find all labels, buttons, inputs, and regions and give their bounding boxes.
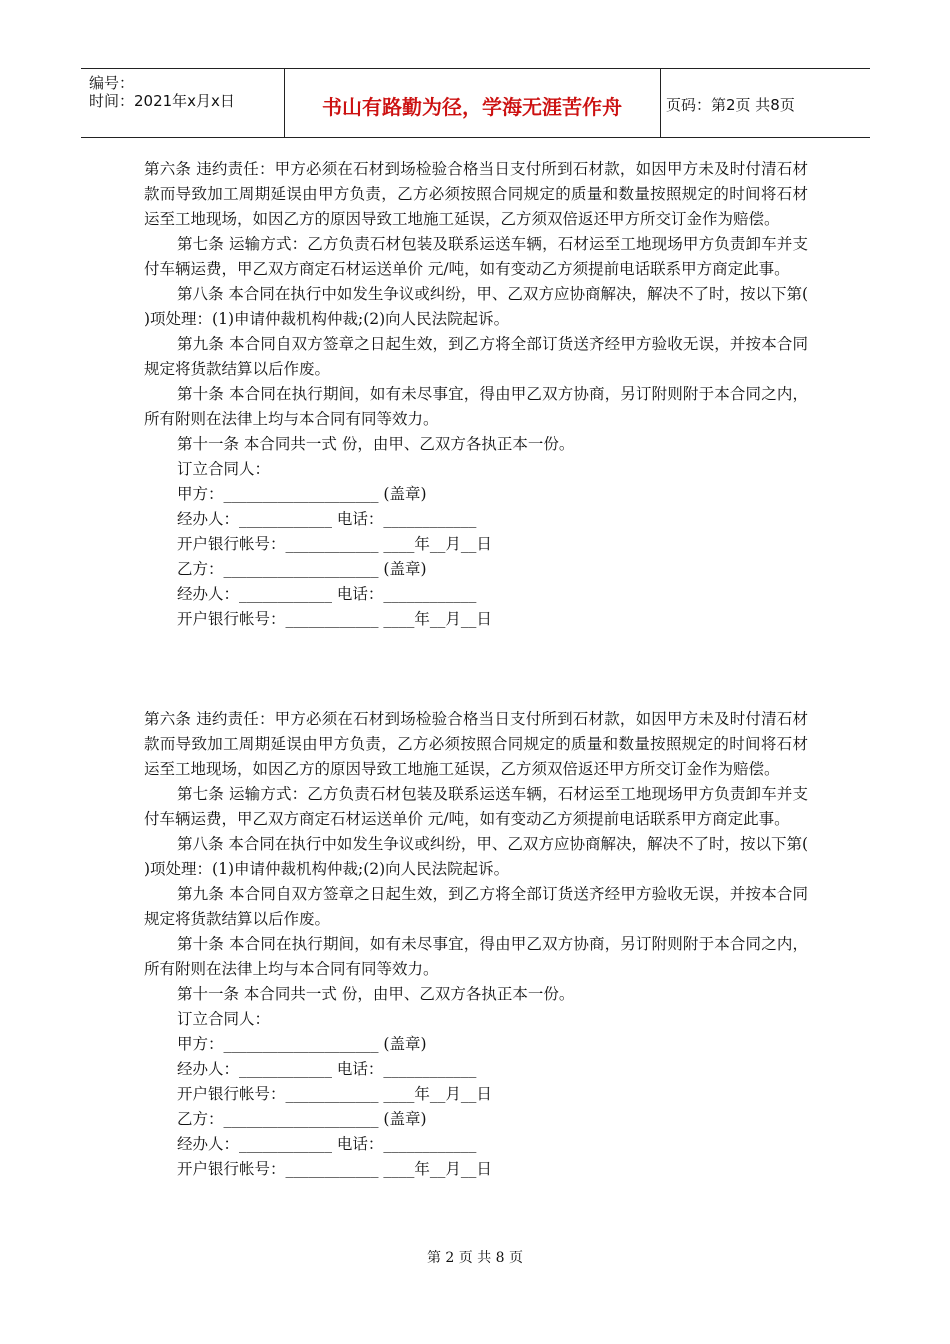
signatory-heading: 订立合同人： bbox=[177, 1010, 271, 1028]
party-a-bank-line: 开户银行帐号：____________ ____年__月__日 bbox=[177, 535, 492, 553]
clause-11: 第十一条 本合同共一式 份，由甲、乙双方各执正本一份。 bbox=[177, 985, 575, 1003]
clause-6: 第六条 违约责任：甲方必须在石材到场检验合格当日支付所到石材款，如因甲方未及时付清石材款而导致加工周期延误由甲方负责，乙方必须按照合同规定的质量和数量按照规定的时间将石材运至工地现场，如因乙方的原因导致工地施工延误，乙方须双倍返还甲方所交订金作为赔偿。 bbox=[144, 710, 808, 778]
party-a-agent-line: 经办人：____________ 电话：____________ bbox=[177, 1060, 477, 1078]
clause-7: 第七条 运输方式：乙方负责石材包装及联系运送车辆，石材运至工地现场甲方负责卸车并支付车辆运费，甲乙双方商定石材运送单价 元/吨，如有变动乙方须提前电话联系甲方商定此事。 bbox=[144, 235, 808, 278]
party-b-line: 乙方：____________________ (盖章) bbox=[177, 1110, 427, 1128]
clause-11: 第十一条 本合同共一式 份，由甲、乙双方各执正本一份。 bbox=[177, 435, 575, 453]
header-motto: 书山有路勤为径，学海无涯苦作舟 bbox=[322, 95, 622, 119]
header-motto-cell bbox=[284, 69, 661, 137]
party-b-line: 乙方：____________________ (盖章) bbox=[177, 560, 427, 578]
signatory-heading: 订立合同人： bbox=[177, 460, 271, 478]
party-a-agent-line: 经办人：____________ 电话：____________ bbox=[177, 510, 477, 528]
clause-8: 第八条 本合同在执行中如发生争议或纠纷，甲、乙双方应协商解决，解决不了时，按以下第( )项处理：(1)申请仲裁机构仲裁;(2)向人民法院起诉。 bbox=[144, 285, 808, 328]
party-a-line: 甲方：____________________ (盖章) bbox=[177, 485, 427, 503]
party-b-agent-line: 经办人：____________ 电话：____________ bbox=[177, 1135, 477, 1153]
clause-10: 第十条 本合同在执行期间，如有未尽事宜，得由甲乙双方协商，另订附则附于本合同之内，所有附则在法律上均与本合同有同等效力。 bbox=[144, 935, 808, 978]
clause-10: 第十条 本合同在执行期间，如有未尽事宜，得由甲乙双方协商，另订附则附于本合同之内，所有附则在法律上均与本合同有同等效力。 bbox=[144, 385, 808, 428]
clause-9: 第九条 本合同自双方签章之日起生效，到乙方将全部订货送齐经甲方验收无误，并按本合同规定将货款结算以后作废。 bbox=[144, 885, 808, 928]
contract-section-1 bbox=[144, 157, 808, 632]
clause-7: 第七条 运输方式：乙方负责石材包装及联系运送车辆，石材运至工地现场甲方负责卸车并支付车辆运费，甲乙双方商定石材运送单价 元/吨，如有变动乙方须提前电话联系甲方商定此事。 bbox=[144, 785, 808, 828]
page-footer: 第 2 页 共 8 页 bbox=[426, 1250, 524, 1266]
party-b-bank-line: 开户银行帐号：____________ ____年__月__日 bbox=[177, 1160, 492, 1178]
header-page-cell bbox=[660, 69, 870, 137]
party-a-line: 甲方：____________________ (盖章) bbox=[177, 1035, 427, 1053]
document-number-label: 编号： bbox=[89, 74, 135, 92]
header-page-info: 页码：第2页 共8页 bbox=[666, 96, 795, 114]
party-b-bank-line: 开户银行帐号：____________ ____年__月__日 bbox=[177, 610, 492, 628]
contract-section-2 bbox=[144, 707, 808, 1182]
document-date-label: 时间：2021年x月x日 bbox=[89, 92, 235, 110]
clause-9: 第九条 本合同自双方签章之日起生效，到乙方将全部订货送齐经甲方验收无误，并按本合同规定将货款结算以后作废。 bbox=[144, 335, 808, 378]
clause-6: 第六条 违约责任：甲方必须在石材到场检验合格当日支付所到石材款，如因甲方未及时付清石材款而导致加工周期延误由甲方负责，乙方必须按照合同规定的质量和数量按照规定的时间将石材运至工地现场，如因乙方的原因导致工地施工延误，乙方须双倍返还甲方所交订金作为赔偿。 bbox=[144, 160, 808, 228]
party-a-bank-line: 开户银行帐号：____________ ____年__月__日 bbox=[177, 1085, 492, 1103]
page-header bbox=[81, 68, 870, 138]
clause-8: 第八条 本合同在执行中如发生争议或纠纷，甲、乙双方应协商解决，解决不了时，按以下第( )项处理：(1)申请仲裁机构仲裁;(2)向人民法院起诉。 bbox=[144, 835, 808, 878]
header-meta-cell bbox=[81, 69, 285, 137]
party-b-agent-line: 经办人：____________ 电话：____________ bbox=[177, 585, 477, 603]
